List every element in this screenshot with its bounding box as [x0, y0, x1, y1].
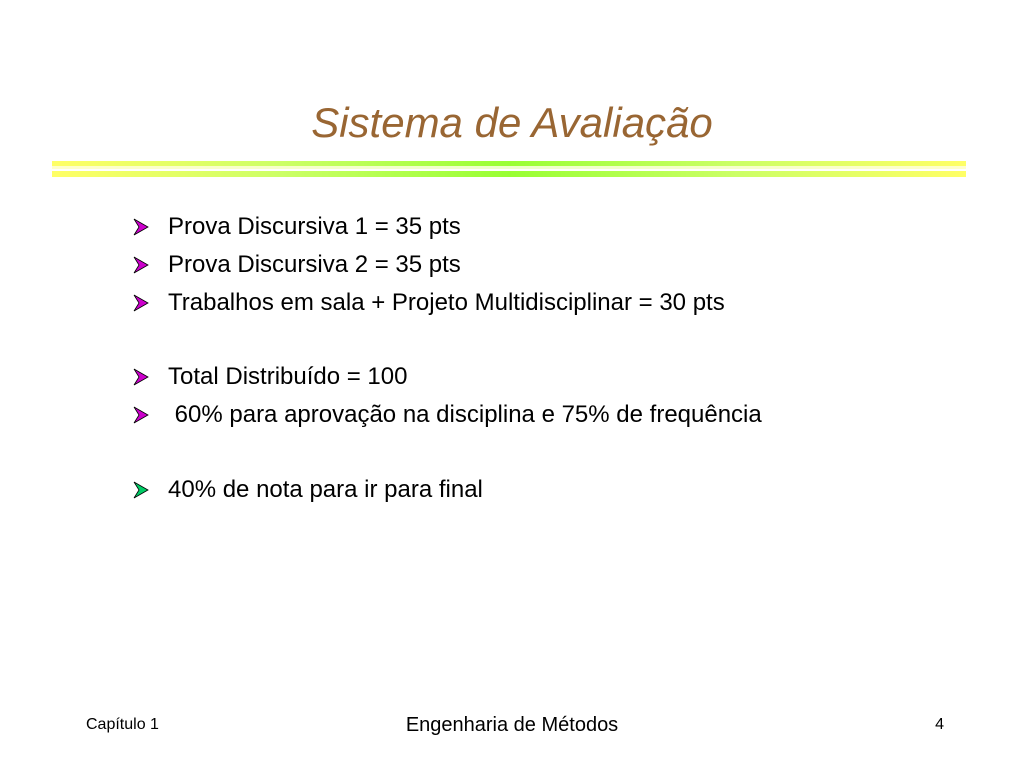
slide-title: Sistema de Avaliação	[311, 99, 713, 146]
bullet-text: 40% de nota para ir para final	[168, 476, 483, 503]
bullet-item	[132, 247, 992, 283]
arrow-bullet-icon	[132, 217, 168, 237]
footer-course-title: Engenharia de Métodos	[405, 714, 619, 736]
bullet-item	[132, 285, 992, 321]
arrow-bullet-icon	[132, 255, 168, 275]
bullet-item	[132, 359, 992, 395]
bullet-text: Trabalhos em sala + Projeto Multidisciplinar = 30 pts	[168, 289, 725, 316]
bullet-item	[132, 397, 992, 433]
footer-chapter: Capítulo 1	[86, 716, 159, 733]
arrow-bullet-icon	[132, 480, 168, 500]
bullet-text: 60% para aprovação na disciplina e 75% de frequência	[168, 401, 762, 428]
arrow-bullet-icon	[132, 367, 168, 387]
title-divider-middle	[52, 166, 966, 169]
footer-page-number: 4	[935, 716, 944, 733]
bullet-text: Prova Discursiva 2 = 35 pts	[168, 251, 461, 278]
bullet-item	[132, 472, 992, 508]
bullet-item	[132, 209, 992, 245]
arrow-bullet-icon	[132, 293, 168, 313]
title-divider-bottom	[52, 171, 966, 177]
bullet-text: Prova Discursiva 1 = 35 pts	[168, 213, 461, 240]
arrow-bullet-icon	[132, 405, 168, 425]
bullet-text: Total Distribuído = 100	[168, 363, 408, 390]
